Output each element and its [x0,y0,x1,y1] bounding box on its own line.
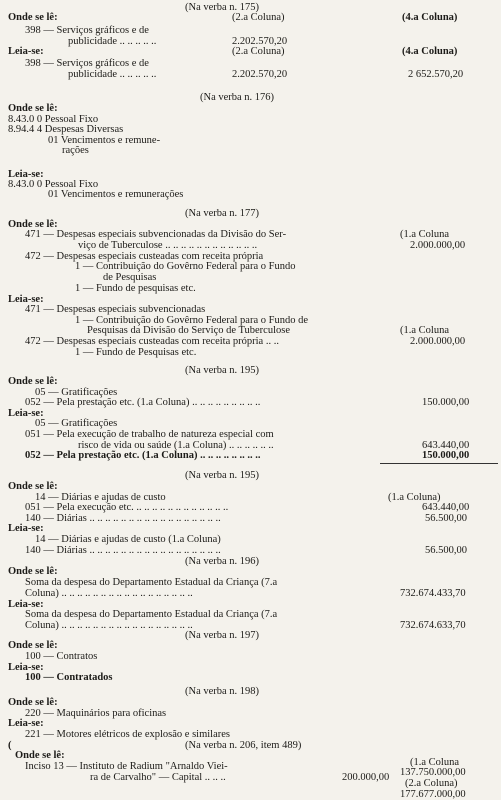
text-line: 01 Vencimentos e remune- [48,135,161,146]
text-line: Inciso 13 — Instituto de Radium "Arnaldo Viei- [25,761,228,772]
text-line: Leia-se: [8,718,44,729]
text-line: 8.43.0 0 Pessoal Fixo [8,114,99,125]
text-line: 05 — Gratificações [35,418,118,429]
section-heading: (Na verba n. 176) [200,92,275,103]
text-line: 221 — Motores elétricos de explosão e similares [25,729,230,740]
text-line: Leia-se: [8,662,44,673]
text-line: 732.674.633,70 [400,620,466,631]
text-line: 2.202.570,20 [232,69,288,80]
text-line: viço de Tuberculose .. .. .. .. .. .. .. .. .. .. .. .. [78,240,258,251]
text-line: (1.a Coluna [400,325,449,336]
text-line: (1.a Coluna) [388,492,441,503]
text-line: Onde se lê: [8,640,58,651]
text-line: publicidade .. .. .. .. .. [68,36,157,47]
text-line: 051 — Pela execução de trabalho de natureza especial com [25,429,274,440]
text-line: Soma da despesa do Departamento Estadual da Criança (7.a [25,577,278,588]
text-line: 14 — Diárias e ajudas de custo [35,492,166,503]
text-line: Onde se lê: [15,750,65,761]
text-line: 472 — Despesas especiais custeadas com receita própria [25,251,264,262]
text-line: 398 — Serviços gráficos e de [25,58,149,69]
text-line: 1 — Fundo de Pesquisas etc. [75,347,197,358]
text-line: 471 — Despesas especiais subvencionadas da Divisão do Ser- [25,229,287,240]
text-line: ra de Carvalho" — Capital .. .. .. [90,772,226,783]
text-line: 100 — Contratados [25,672,113,683]
text-line: Leia-se: [8,599,44,610]
text-line: 732.674.433,70 [400,588,466,599]
text-line: Leia-se: [8,523,44,534]
text-line: risco de vida ou saúde (1.a Coluna) .. .. .. .. .. .. [78,440,274,451]
text-line: 471 — Despesas especiais subvencionadas [25,304,206,315]
text-line: 2.000.000,00 [410,240,466,251]
section-heading: (Na verba n. 177) [185,208,260,219]
text-line: (4.a Coluna) [402,12,458,23]
text-line: 2 652.570,20 [408,69,464,80]
text-line: 56.500,00 [425,545,467,556]
text-line: 472 — Despesas especiais custeadas com receita própria .. .. [25,336,279,347]
text-line: (2.a Coluna) [232,46,285,57]
text-line: 14 — Diárias e ajudas de custo (1.a Coluna) [35,534,221,545]
text-line: 220 — Maquinários para oficinas [25,708,167,719]
text-line: 1 — Contribuição do Govêrno Federal para o Fundo [75,261,296,272]
text-line: publicidade .. .. .. .. .. [68,69,157,80]
text-line: (1.a Coluna [410,757,459,768]
text-line: Coluna) .. .. .. .. .. .. .. .. .. .. .. .. .. .. .. .. .. [25,588,193,599]
section-heading: (Na verba n. 206, item 489) [185,740,302,751]
text-line: (1.a Coluna [400,229,449,240]
text-line: Onde se lê: [8,103,58,114]
text-line: 052 — Pela prestação etc. (1.a Coluna) .. .. .. .. .. .. .. .. [25,450,261,461]
text-line: Soma da despesa do Departamento Estadual da Criança (7.a [25,609,278,620]
text-line: Leia-se: [8,294,44,305]
text-line: 140 — Diárias .. .. .. .. .. .. .. .. .. .. .. .. .. .. .. .. .. [25,513,221,524]
text-line: 643.440,00 [422,440,470,451]
text-line: Pesquisas da Divisão do Serviço de Tuberculose [87,325,290,336]
text-line: Onde se lê: [8,376,58,387]
text-line: 2.000.000,00 [410,336,466,347]
text-line: Onde se lê: [8,566,58,577]
text-line: 150.000,00 [422,450,470,461]
section-heading: (Na verba n. 195) [185,365,260,376]
text-line: ( [8,740,12,751]
text-line: 01 Vencimentos e remunerações [48,189,184,200]
text-line: (2.a Coluna) [405,778,458,789]
section-heading: (Na verba n. 197) [185,630,260,641]
section-heading: (Na verba n. 196) [185,556,260,567]
text-line: 137.750.000,00 [400,767,466,778]
text-line: Leia-se: [8,169,44,180]
section-heading: (Na verba n. 198) [185,686,260,697]
text-line: 1 — Fundo de pesquisas etc. [75,283,196,294]
text-line: Coluna) .. .. .. .. .. .. .. .. .. .. .. .. .. .. .. .. .. [25,620,193,631]
text-line: rações [62,145,89,156]
text-line: 643.440,00 [422,502,470,513]
text-line: 100 — Contratos [25,651,98,662]
text-line: Onde se lê: [8,219,58,230]
text-line: 8.94.4 4 Despesas Diversas [8,124,124,135]
text-line: (2.a Coluna) [232,12,285,23]
text-line: 051 — Pela execução etc. .. .. .. .. .. .. .. .. .. .. .. .. [25,502,229,513]
text-line: (4.a Coluna) [402,46,458,57]
text-line: 140 — Diárias .. .. .. .. .. .. .. .. .. .. .. .. .. .. .. .. .. [25,545,221,556]
text-line: 052 — Pela prestação etc. (1.a Coluna) .. .. .. .. .. .. .. .. .. [25,397,261,408]
text-line: 177.677.000,00 [400,789,466,800]
section-heading: (Na verba n. 195) [185,470,260,481]
text-line: 150.000,00 [422,397,470,408]
text-line: 1 — Contribuição do Govêrno Federal para o Fundo de [75,315,308,326]
text-line: 398 — Serviços gráficos e de [25,25,149,36]
section-heading: (Na verba n. 175) [185,2,260,13]
text-line: 56.500,00 [425,513,467,524]
separator-rule [380,463,498,464]
text-line: de Pesquisas [103,272,157,283]
text-line: Leia-se: [8,46,44,57]
text-line: Onde se lê: [8,697,58,708]
text-line: Onde se lê: [8,481,58,492]
text-line: 200.000,00 [342,772,390,783]
text-line: Onde se lê: [8,12,58,23]
text-line: Leia-se: [8,408,44,419]
text-line: 8.43.0 0 Pessoal Fixo [8,179,99,190]
text-line: 05 — Gratificações [35,387,118,398]
text-line: 2.202.570,20 [232,36,288,47]
